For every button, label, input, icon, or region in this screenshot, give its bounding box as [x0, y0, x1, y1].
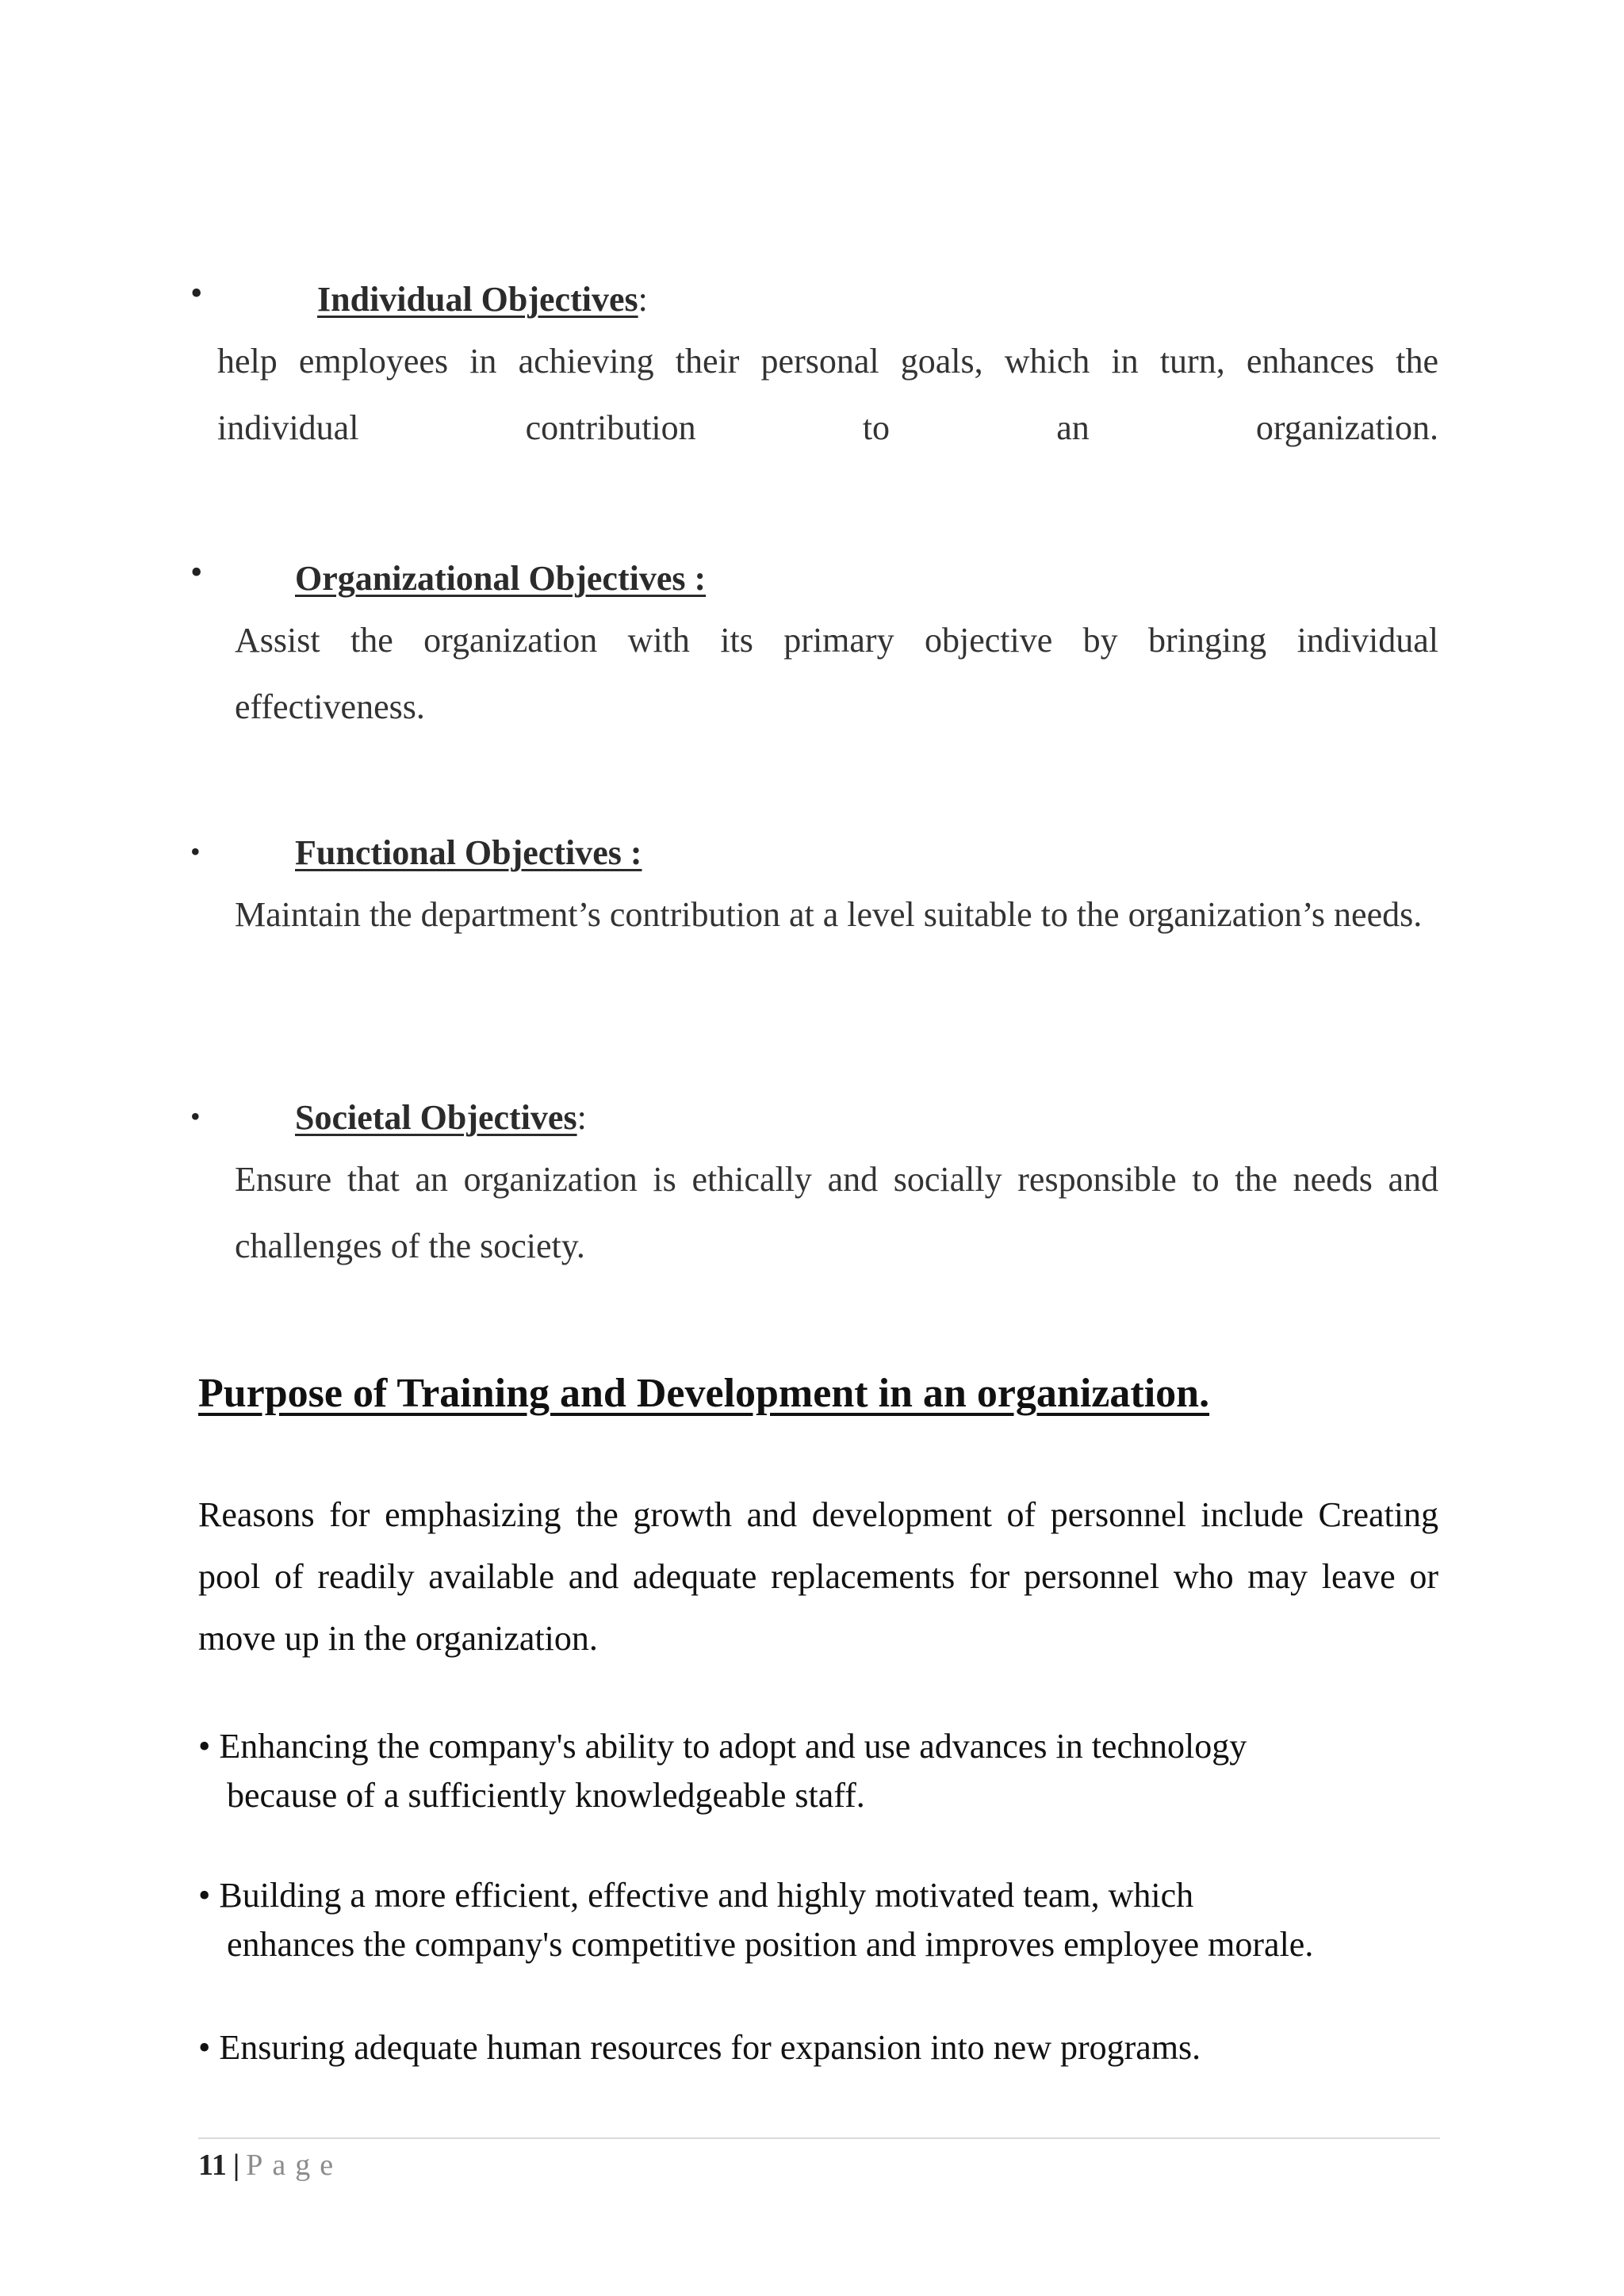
footer-separator: | — [232, 2149, 240, 2182]
objective-heading: Organizational Objectives : — [295, 559, 707, 598]
objective-heading: Functional Objectives : — [295, 833, 642, 872]
objective-individual — [190, 274, 1438, 461]
objective-heading: Individual Objectives: — [317, 280, 648, 319]
reason-line-continued: enhances the company's competitive position and improves employee morale. — [227, 1925, 1314, 1964]
section-intro: Reasons for emphasizing the growth and development of personnel include Creating pool of readily available and adequate replacements for personnel who may leave or move up in the organization. — [198, 1495, 1438, 1658]
objective-body: Assist the organization with its primary objective by bringing individual effectiveness. — [235, 621, 1438, 726]
bullet-icon: • — [190, 1100, 201, 1132]
section-title: Purpose of Training and Development in an organization. — [198, 1371, 1210, 1416]
objective-body: Ensure that an organization is ethically and socially responsible to the needs and challenges of the society. — [235, 1160, 1438, 1265]
reason-item — [198, 1871, 1467, 1969]
reason-item — [198, 2023, 1467, 2072]
objective-body: Maintain the department’s contribution at a level suitable to the organization’s needs. — [235, 895, 1423, 934]
objective-body: help employees in achieving their personal goals, which in turn, enhances the individual contribution to an organization. — [217, 342, 1438, 447]
reason-line: • Enhancing the company's ability to adopt and use advances in technology — [198, 1727, 1247, 1766]
objective-functional — [190, 829, 1438, 948]
reason-line: • Ensuring adequate human resources for expansion into new programs. — [198, 2028, 1201, 2067]
reason-line-continued: because of a sufficiently knowledgeable staff. — [227, 1776, 865, 1815]
objective-organizational — [190, 553, 1438, 740]
objective-heading: Societal Objectives: — [295, 1098, 587, 1137]
reason-item — [198, 1722, 1467, 1820]
objective-societal — [190, 1094, 1438, 1280]
reason-line: • Building a more efficient, effective and highly motivated team, which — [198, 1876, 1194, 1915]
page-label: Page — [246, 2149, 343, 2182]
page-footer — [198, 2145, 343, 2185]
bullet-icon: • — [190, 836, 201, 867]
bullet-icon: • — [190, 274, 203, 312]
bullet-icon: • — [190, 553, 203, 591]
footer-divider — [198, 2137, 1440, 2139]
page-number: 11 — [198, 2149, 227, 2182]
